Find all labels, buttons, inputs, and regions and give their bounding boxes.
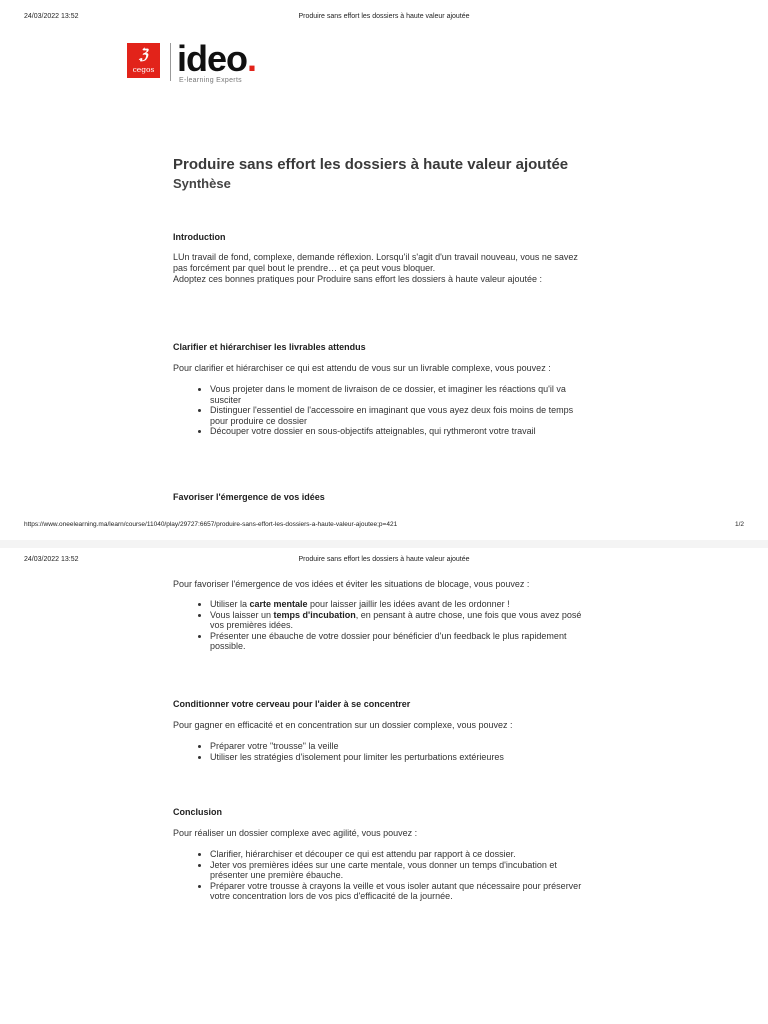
logo-divider bbox=[170, 43, 171, 81]
bold-term: carte mentale bbox=[249, 599, 308, 609]
list-item: • Clarifier, hiérarchiser et découper ce qui est attendu par rapport à ce dossier. bbox=[210, 849, 588, 860]
section-heading: Conditionner votre cerveau pour l'aider à se concentrer bbox=[173, 699, 411, 709]
list-item: • Utiliser la carte mentale pour laisser jaillir les idées avant de les ordonner ! bbox=[210, 599, 588, 610]
list-item: • Distinguer l'essentiel de l'accessoire en imaginant que vous ayez deux fois moins de temps pour produire ce dossier bbox=[210, 405, 588, 426]
list-item: • Préparer votre trousse à crayons la veille et vous isoler autant que nécessaire pour préserver votre concentration lors de vos pics d'efficacité de la journée. bbox=[210, 881, 588, 902]
section-heading: Introduction bbox=[173, 232, 226, 242]
cegos-name: cegos bbox=[132, 65, 155, 74]
bullet-list bbox=[173, 741, 588, 762]
document-subtitle: Synthèse bbox=[173, 176, 231, 191]
bullet-list bbox=[173, 849, 588, 902]
intro-paragraph-2: Adoptez ces bonnes pratiques pour Produire sans effort les dossiers à haute valeur ajoutée : bbox=[173, 274, 543, 284]
list-item: • Jeter vos premières idées sur une carte mentale, vous donner un temps d'incubation et présenter une première ébauche. bbox=[210, 860, 588, 881]
bold-term: temps d'incubation bbox=[273, 609, 356, 620]
document-title: Produire sans effort les dossiers à haute valeur ajoutée bbox=[173, 156, 569, 173]
intro-paragraph: LUn travail de fond, complexe, demande réflexion. Lorsqu'il s'agit d'un travail nouveau, vous ne savez pas forcément par quel bout le prendre… et ça peut vous bloquer. bbox=[173, 252, 578, 273]
section-heading: Conclusion bbox=[173, 807, 222, 817]
print-date: 24/03/2022 13:52 bbox=[24, 13, 79, 20]
print-date: 24/03/2022 13:52 bbox=[24, 556, 79, 563]
print-page-number: 1/2 bbox=[734, 521, 744, 528]
section-lead: Pour gagner en efficacité et en concentration sur un dossier complexe, vous pouvez : bbox=[173, 720, 513, 730]
section-lead: Pour réaliser un dossier complexe avec agilité, vous pouvez : bbox=[173, 828, 418, 838]
section-clarifier bbox=[173, 342, 588, 437]
ideo-name: ideo bbox=[177, 38, 248, 79]
document-title-block bbox=[173, 155, 588, 191]
print-header-title: Produire sans effort les dossiers à haute valeur ajoutée bbox=[298, 13, 470, 20]
list-item: • Utiliser les stratégies d'isolement pour limiter les perturbations extérieures bbox=[210, 752, 588, 763]
bullet-list bbox=[173, 599, 588, 652]
cegos-ideo-logo bbox=[127, 38, 287, 88]
section-heading: Clarifier et hiérarchiser les livrables attendus bbox=[173, 342, 366, 352]
section-favoriser-body bbox=[173, 579, 588, 652]
ideo-tagline: E-learning Experts bbox=[179, 77, 242, 84]
list-item: • Présenter une ébauche de votre dossier pour bénéficier d'un feedback le plus rapidement possible. bbox=[210, 631, 588, 652]
pdf-page-2 bbox=[0, 548, 768, 1024]
list-item: • Vous laisser un temps d'incubation, en pensant à autre chose, une fois que vous avez posé vos premières idées. bbox=[210, 610, 588, 631]
section-lead: Pour clarifier et hiérarchiser ce qui est attendu de vous sur un livrable complexe, vous pouvez : bbox=[173, 363, 551, 373]
section-lead: Pour favoriser l'émergence de vos idées et éviter les situations de blocage, vous pouvez : bbox=[173, 579, 530, 589]
section-heading: Favoriser l'émergence de vos idées bbox=[173, 492, 325, 502]
section-introduction bbox=[173, 232, 588, 285]
section-conclusion bbox=[173, 807, 588, 902]
bullet-list bbox=[173, 384, 588, 437]
section-conditionner bbox=[173, 699, 588, 762]
list-item: • Découper votre dossier en sous-objectifs atteignables, qui rythmeront votre travail bbox=[210, 426, 588, 437]
list-item: • Vous projeter dans le moment de livraison de ce dossier, et imaginer les réactions qu'il va susciter bbox=[210, 384, 588, 405]
cegos-logo bbox=[127, 43, 160, 78]
ideo-dot: . bbox=[247, 38, 257, 79]
print-header-title: Produire sans effort les dossiers à haute valeur ajoutée bbox=[298, 556, 470, 563]
ideo-wordmark bbox=[177, 39, 256, 79]
section-favoriser-heading bbox=[173, 492, 588, 502]
print-footer-url: https://www.oneelearning.ma/learn/course/11040/play/29727:6657/produire-sans-effort-les-dossiers-a-haute-valeur-ajoutee;p=421 bbox=[24, 521, 398, 528]
cegos-mark-icon: ℨ bbox=[139, 47, 148, 63]
list-item: • Préparer votre "trousse" la veille bbox=[210, 741, 588, 752]
